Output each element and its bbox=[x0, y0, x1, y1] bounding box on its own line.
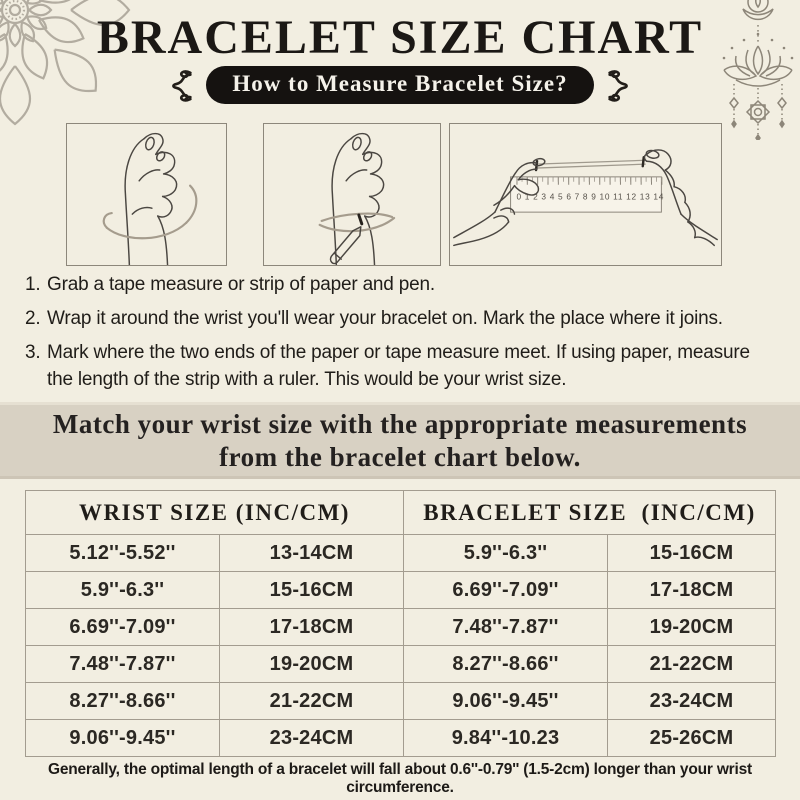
hands-with-ruler-drawing bbox=[450, 124, 721, 265]
bracelet-size-header: BRACELET SIZE (INC/CM) bbox=[404, 491, 776, 535]
step-text: Mark where the two ends of the paper or tape measure meet. If using paper, measure the length of the strip with a ruler. This would be your wrist size. bbox=[47, 342, 750, 390]
bracelet-cm-cell: 23-24CM bbox=[608, 683, 776, 720]
size-table bbox=[25, 490, 776, 757]
instruction-step-3 bbox=[25, 339, 777, 393]
bracelet-inch-cell: 8.27''-8.66'' bbox=[404, 646, 608, 683]
footnote: Generally, the optimal length of a bracelet will fall about 0.6''-0.79'' (1.5-2cm) longer than your wrist circumference. bbox=[47, 761, 753, 796]
wrist-cm-cell: 13-14CM bbox=[220, 535, 404, 572]
bracelet-inch-cell: 9.84''-10.23 bbox=[404, 720, 608, 757]
table-row bbox=[26, 535, 776, 572]
subtitle-pill: How to Measure Bracelet Size? bbox=[206, 66, 593, 104]
wrist-size-header: WRIST SIZE (INC/CM) bbox=[26, 491, 404, 535]
wrist-inch-cell: 7.48''-7.87'' bbox=[26, 646, 220, 683]
wrist-inch-cell: 9.06''-9.45'' bbox=[26, 720, 220, 757]
hand-with-tape-drawing bbox=[67, 124, 226, 265]
wrist-inch-cell: 8.27''-8.66'' bbox=[26, 683, 220, 720]
hand-with-pen-drawing bbox=[264, 124, 440, 265]
wrist-inch-cell: 5.12''-5.52'' bbox=[26, 535, 220, 572]
wrist-cm-cell: 21-22CM bbox=[220, 683, 404, 720]
step-text: Wrap it around the wrist you'll wear your bracelet on. Mark the place where it joins. bbox=[47, 308, 723, 329]
step-number: 1. bbox=[25, 274, 41, 295]
bracelet-cm-cell: 19-20CM bbox=[608, 609, 776, 646]
subtitle-row bbox=[0, 66, 800, 104]
banner-line-1: Match your wrist size with the appropriate measurements bbox=[52, 408, 748, 439]
bracelet-inch-cell: 5.9''-6.3'' bbox=[404, 535, 608, 572]
flourish-right-icon bbox=[604, 66, 636, 104]
table-row bbox=[26, 646, 776, 683]
illustration-ruler-measure bbox=[449, 123, 722, 266]
wrist-cm-cell: 15-16CM bbox=[220, 572, 404, 609]
bracelet-inch-cell: 6.69''-7.09'' bbox=[404, 572, 608, 609]
table-row bbox=[26, 683, 776, 720]
bracelet-cm-cell: 17-18CM bbox=[608, 572, 776, 609]
bracelet-inch-cell: 7.48''-7.87'' bbox=[404, 609, 608, 646]
table-header-row bbox=[26, 491, 776, 535]
flourish-left-icon bbox=[164, 66, 196, 104]
bracelet-cm-cell: 21-22CM bbox=[608, 646, 776, 683]
illustration-mark-point bbox=[263, 123, 441, 266]
step-text: Grab a tape measure or strip of paper and pen. bbox=[47, 274, 435, 295]
step-number: 3. bbox=[25, 342, 41, 363]
match-size-banner bbox=[0, 402, 800, 479]
instruction-list bbox=[25, 271, 777, 400]
ruler-scale-numbers: 0 1 2 3 4 5 6 7 8 9 10 11 12 13 14 bbox=[516, 191, 664, 202]
wrist-cm-cell: 17-18CM bbox=[220, 609, 404, 646]
wrist-inch-cell: 5.9''-6.3'' bbox=[26, 572, 220, 609]
table-row bbox=[26, 572, 776, 609]
bracelet-inch-cell: 9.06''-9.45'' bbox=[404, 683, 608, 720]
instruction-step-2 bbox=[25, 305, 777, 332]
instruction-step-1 bbox=[25, 271, 777, 298]
page-title: BRACELET SIZE CHART bbox=[96, 11, 704, 64]
wrist-inch-cell: 6.69''-7.09'' bbox=[26, 609, 220, 646]
step-number: 2. bbox=[25, 308, 41, 329]
banner-line-2: from the bracelet chart below. bbox=[219, 441, 581, 472]
illustration-wrap-tape bbox=[66, 123, 227, 266]
bracelet-cm-cell: 15-16CM bbox=[608, 535, 776, 572]
wrist-cm-cell: 19-20CM bbox=[220, 646, 404, 683]
wrist-cm-cell: 23-24CM bbox=[220, 720, 404, 757]
bracelet-cm-cell: 25-26CM bbox=[608, 720, 776, 757]
table-row bbox=[26, 720, 776, 757]
table-row bbox=[26, 609, 776, 646]
